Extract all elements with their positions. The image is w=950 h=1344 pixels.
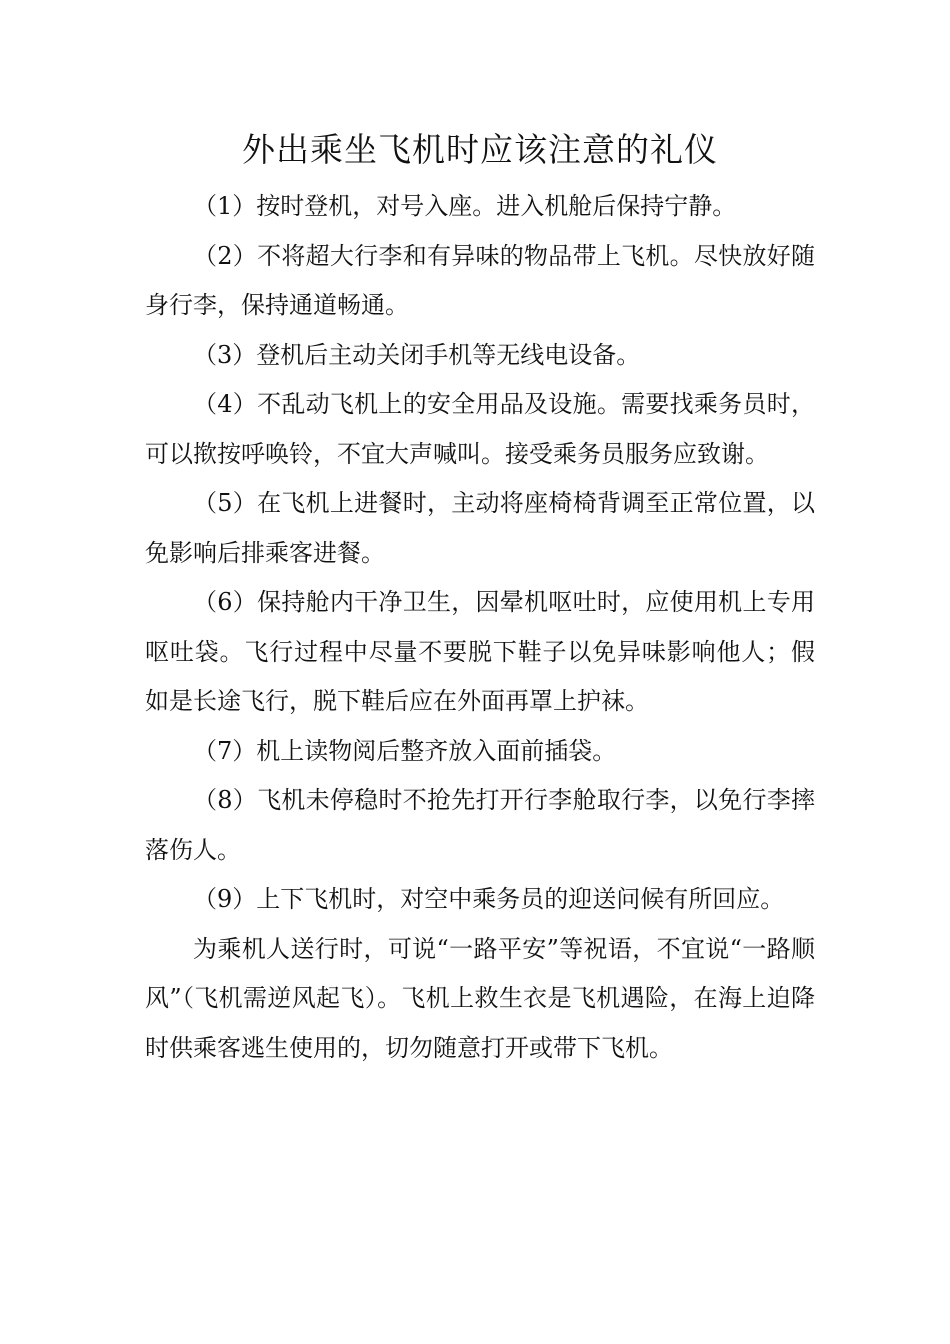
paragraph-3: （3）登机后主动关闭手机等无线电设备。 bbox=[193, 340, 641, 369]
page-title: 外出乘坐飞机时应该注意的礼仪 bbox=[242, 130, 718, 169]
paragraph-4: （4）不乱动飞机上的安全用品及设施。需要找乘务员时，可以揿按呼唤铃，不宜大声喊叫。接受乘务员服务应致谢。 bbox=[145, 390, 815, 468]
paragraph-8: （8）飞机未停稳时不抢先打开行李舱取行李，以免行李摔落伤人。 bbox=[145, 786, 815, 864]
paragraph-1: （1）按时登机，对号入座。进入机舱后保持宁静。 bbox=[193, 192, 737, 220]
paragraph-6: （6）保持舱内干净卫生，因晕机呕吐时，应使用机上专用呕吐袋。飞行过程中尽量不要脱下鞋子以免异味影响他人；假如是长途飞行，脱下鞋后应在外面再罩上护袜。 bbox=[145, 588, 815, 715]
paragraph-9: （9）上下飞机时，对空中乘务员的迎送问候有所回应。 bbox=[193, 885, 785, 913]
document-page bbox=[145, 124, 815, 1073]
paragraph-10: 为乘机人送行时，可说“一路平安”等祝语，不宜说“一路顺风”（飞机需逆风起飞）。飞机上救生衣是飞机遇险，在海上迫降时供乘客逃生使用的，切勿随意打开或带下飞机。 bbox=[145, 934, 815, 1062]
paragraph-7: （7）机上读物阅后整齐放入面前插袋。 bbox=[193, 736, 617, 765]
paragraph-2: （2）不将超大行李和有异味的物品带上飞机。尽快放好随身行李，保持通道畅通。 bbox=[145, 241, 815, 319]
paragraph-5: （5）在飞机上进餐时，主动将座椅椅背调至正常位置，以免影响后排乘客进餐。 bbox=[145, 489, 815, 567]
